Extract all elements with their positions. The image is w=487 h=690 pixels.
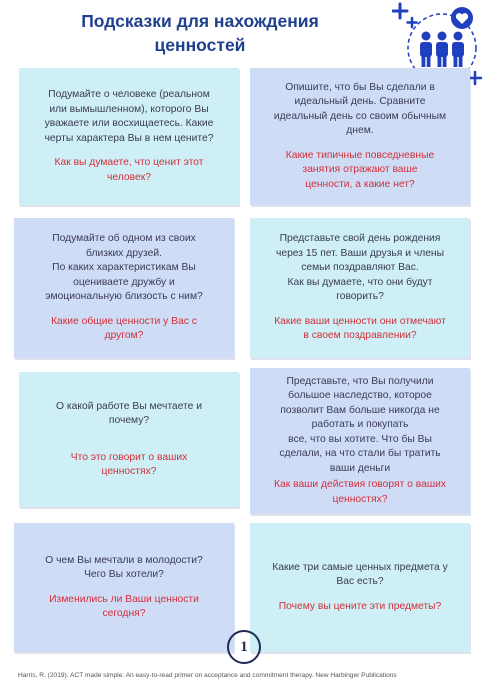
page-number: 1 — [227, 630, 261, 664]
card-question: Подумайте об одном из своих близких друзей. По каких характеристикам Вы оцениваете дружбу и эмоциональную близость с ним? — [45, 233, 203, 303]
card-reflection: Какие общие ценности у Вас с другом? — [51, 315, 197, 342]
card-question: Какие три самые ценных предмета у Вас есть? — [272, 561, 448, 588]
page-title-line-2: ценностей — [154, 35, 246, 55]
page-title — [40, 9, 360, 57]
card-reflection: Что это говорит о ваших ценностях? — [70, 451, 188, 477]
prompt-card-ideal-day — [250, 68, 470, 205]
card-reflection: Как вы думаете, что ценит этот человек? — [54, 157, 204, 183]
prompt-card-valuable-items — [250, 523, 470, 652]
person-icon — [436, 32, 448, 68]
plus-icon — [408, 18, 417, 27]
prompt-card-birthday — [250, 218, 470, 358]
prompt-card-admired-person — [19, 68, 239, 205]
prompt-card-close-friend — [14, 218, 234, 358]
card-reflection: Почему вы цените эти предметы? — [278, 600, 442, 612]
person-icon — [420, 32, 432, 68]
page-title-line-1: Подсказки для нахождения — [81, 11, 319, 31]
person-icon — [452, 32, 464, 68]
prompt-card-inheritance — [250, 368, 470, 514]
prompt-card-dream-job — [19, 372, 239, 507]
prompt-card-youth-dreams — [14, 523, 234, 652]
card-question: Представьте свой день рождения через 15 пет. Ваши друзья и члены семьи поздравляют Вас. Как вы думаете, что они будут говорить? — [275, 233, 445, 303]
card-reflection: Какие ваши ценности они отмечают в своем поздравлении? — [274, 315, 446, 342]
card-question: Представьте, что Вы получили большое наследство, которое позволит Вам больше никогда не работать и покупать все, что вы хотите. Что бы Вы сделали, на что стали бы тратить ваши деньги — [279, 375, 441, 474]
card-reflection: Изменились ли Ваши ценности сегодня? — [49, 593, 199, 619]
card-reflection: Какие типичные повседневные занятия отражают ваше ценности, а какие нет? — [285, 149, 435, 190]
plus-icon — [393, 4, 407, 18]
card-reflection: Как ваши действия говорят о ваших ценностях? — [274, 479, 446, 505]
card-question: Опишите, что бы Вы сделали в идеальный день. Сравните идеальный день со своим обычным днем. — [273, 81, 447, 137]
card-question: О чем Вы мечтали в молодости? Чего Вы хотели? — [45, 554, 203, 580]
card-question: О какой работе Вы мечтаете и почему? — [56, 400, 202, 426]
citation-footer: Harris, R. (2019). ACT made simple: An easy-to-read primer on acceptance and commitment therapy. New Harbinger Publications — [18, 672, 397, 679]
card-question: Подумайте о человеке (реальном или вымышленном), которого Вы уважаете или восхищаетесь. Какие черты характера Вы в нем цените? — [44, 89, 214, 144]
plus-icon — [469, 72, 481, 84]
